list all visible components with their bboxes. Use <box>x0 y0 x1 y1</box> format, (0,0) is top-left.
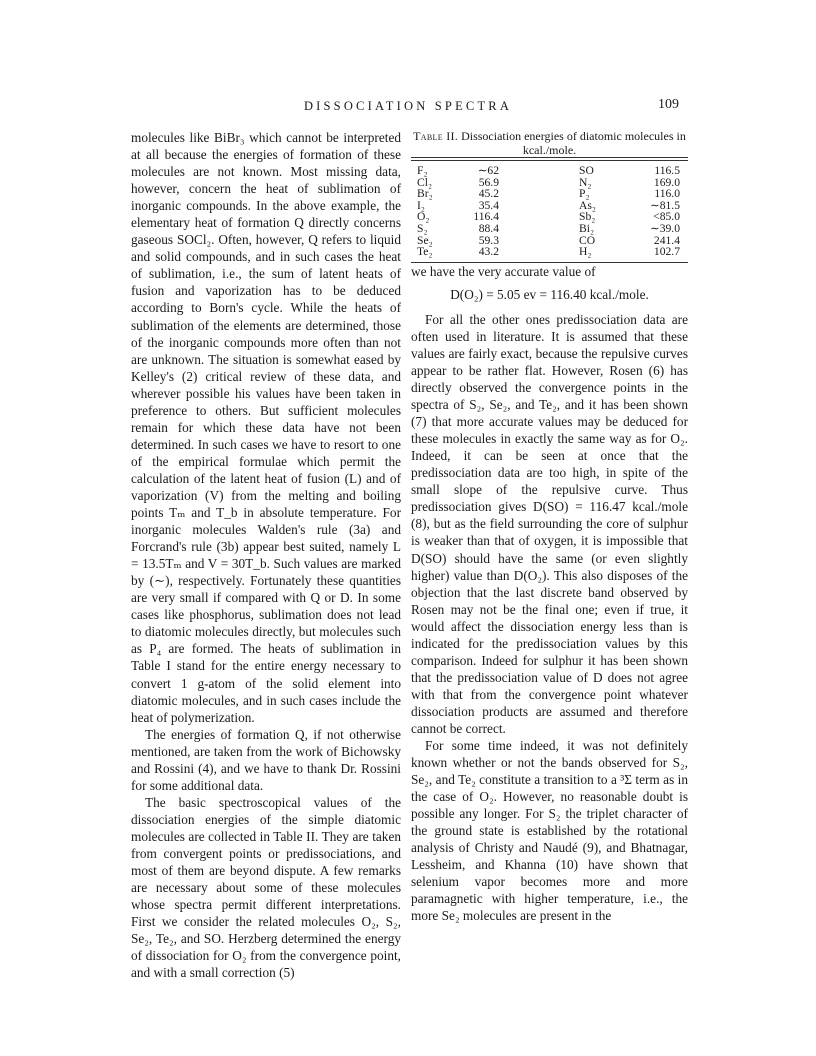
energy-cell: 102.7 <box>653 245 680 259</box>
table-caption-label: Table II. <box>413 129 459 143</box>
table-caption <box>411 129 688 157</box>
energy-cell: 169.0 <box>653 175 680 189</box>
table-row <box>411 188 688 200</box>
energy-cell: ∼81.5 <box>649 198 680 212</box>
energy-cell: 116.5 <box>654 164 680 177</box>
molecule-cell: N₂ <box>579 175 592 189</box>
energy-cell: 35.4 <box>478 198 499 212</box>
running-head: DISSOCIATION SPECTRA <box>303 99 513 113</box>
molecule-cell: S₂ <box>417 221 428 235</box>
molecule-cell: Se₂ <box>417 233 433 247</box>
molecule-cell: As₂ <box>579 198 596 212</box>
right-paragraph-3: For some time indeed, it was not definitely known whether or not the bands observed for S₂, Se₂, and Te₂ constitute a transition to a ³Σ term as in the case of O₂. However, no reasonable doubt is possible any longer. For S₂ the triplet character of the ground state is established by the rotational analysis of Christy and Naudé (9), and Bhatnagar, Lessheim, and Khanna (10) have shown that selenium vapor becomes more and more paramagnetic with higher temperature, i.e., the more Se₂ molecules are present in the <box>411 738 688 924</box>
energy-cell: ∼39.0 <box>649 221 680 235</box>
left-paragraph-3: The basic spectroscopical values of the dissociation energies of the simple diatomic molecules are collected in Table II. They are taken from convergent points or predissociations, and most of them are beyond dispute. A few remarks are necessary about some of these molecules whose spectra permit different interpretations. First we consider the related molecules O₂, S₂, Se₂, Te₂, and SO. Herzberg determined the energy of dissociation for O₂ from the convergence point, and with a small correction (5) <box>131 794 401 981</box>
molecule-cell: I₂ <box>417 198 425 212</box>
table-row <box>411 223 688 235</box>
molecule-cell: Bi₂ <box>579 221 594 235</box>
table-row <box>411 165 688 177</box>
table-top-rule-2 <box>411 160 688 161</box>
table-row <box>411 177 688 189</box>
energy-cell: <85.0 <box>653 210 680 224</box>
left-paragraph-1: molecules like BiBr₃ which cannot be interpreted at all because the energies of formation of these molecules are not known. Most missing data, however, concern the heat of sublimation of inorganic compounds. In the above example, the elementary heat of formation Q directly concerns gaseous SOCl₂. Often, however, Q refers to liquid and solid compounds, and in such cases the heat of sublimation, i.e., the sum of latent heats of fusion and vaporization has to be deduced according to Born's cycle. While the heats of sublimation of the elements are determined, those of the inorganic compounds more often than not are unknown. The situation is somewhat eased by Kelley's (2) critical review of these data, and wherever possible his values have been taken in preference to others. But sufficient molecules remain for which these data have not been determined. In such cases we have to resort to one of the empirical formulae which permit the calculation of the latent heat of fusion (L) and of vaporization (V) from the melting and boiling points Tₘ and T_b in absolute temperature. For inorganic molecules Walden's rule (3a) and Forcrand's rule (3b) appear best suited, namely L = 13.5Tₘ and V = 30T_b. Such values are marked by (∼), respectively. Fortunately these quantities are very small if compared with Q or D. In some cases like phosphorus, sublimation does not lead to diatomic molecules directly, but molecules such as P₄ are formed. The heats of sublimation in Table I stand for the entire energy necessary to convert 1 g-atom of the solid element into diatomic molecules, and in such cases include the heat of polymerization. <box>131 130 401 725</box>
left-paragraph-2: The energies of formation Q, if not otherwise mentioned, are taken from the work of Bichowsky and Rossini (4), and we have to thank Dr. Rossini for some additional data. <box>131 726 401 793</box>
energy-cell: 45.2 <box>478 187 499 201</box>
table-row <box>411 211 688 223</box>
molecule-cell: Cl₂ <box>417 175 432 189</box>
energy-cell: 116.4 <box>473 210 499 224</box>
page-number: 109 <box>658 97 679 112</box>
energy-cell: 43.2 <box>478 245 499 259</box>
right-paragraph-2: For all the other ones predissociation data are often used in literature. It is assumed that these values are fairly exact, because the repulsive curves appear to be rather flat. However, Rosen (6) has directly observed the convergence points in the spectra of S₂, Se₂, and Te₂, and it has been shown (7) that more accurate values may be deduced for these molecules in exactly the same way as for O₂. Indeed, it can be seen at once that the predissociation data are too high, in spite of the small slope of the repulsive curve. Thus predissociation gives D(SO) = 116.47 kcal./mole (8), but as the field surrounding the core of sulphur is weaker than that of oxygen, it is impossible that D(SO) should have the same (or even slightly higher) value than D(O₂). This also disposes of the objection that the last discrete band observed by Rosen may not be the final one; even if true, it would affect the dissociation energy less than is indicated for the predissociation values by this comparison. Indeed for sulphur it has been shown that the predissociation value of D does not agree with that from the convergence point whatever dissociation products are assumed and therefore cannot be correct. <box>411 311 688 736</box>
molecule-cell: F₂ <box>417 164 428 177</box>
table-caption-text: Dissociation energies of diatomic molecules in kcal./mole. <box>461 129 686 157</box>
molecule-cell: CO <box>579 233 596 247</box>
table-ii <box>411 129 688 263</box>
right-paragraph-1: we have the very accurate value of <box>411 263 596 279</box>
table-row <box>411 246 688 258</box>
right-column <box>411 129 688 925</box>
energy-cell: 59.3 <box>478 233 499 247</box>
equation-d-o2: D(O₂) = 5.05 ev = 116.40 kcal./mole. <box>450 286 649 302</box>
left-column <box>131 129 401 981</box>
dissociation-table <box>411 165 688 258</box>
molecule-cell: Sb₂ <box>579 210 596 224</box>
energy-cell: 56.9 <box>478 175 499 189</box>
energy-cell: 116.0 <box>654 187 680 201</box>
energy-cell: ∼62 <box>477 164 499 177</box>
molecule-cell: P₂ <box>579 187 590 201</box>
energy-cell: 88.4 <box>478 221 499 235</box>
molecule-cell: O₂ <box>417 210 430 224</box>
molecule-cell: SO <box>579 164 594 177</box>
table-top-rule <box>411 157 688 158</box>
table-row <box>411 200 688 212</box>
molecule-cell: H₂ <box>579 245 592 259</box>
molecule-cell: Te₂ <box>417 245 433 259</box>
molecule-cell: Br₂ <box>417 187 433 201</box>
energy-cell: 241.4 <box>653 233 680 247</box>
table-row <box>411 235 688 247</box>
